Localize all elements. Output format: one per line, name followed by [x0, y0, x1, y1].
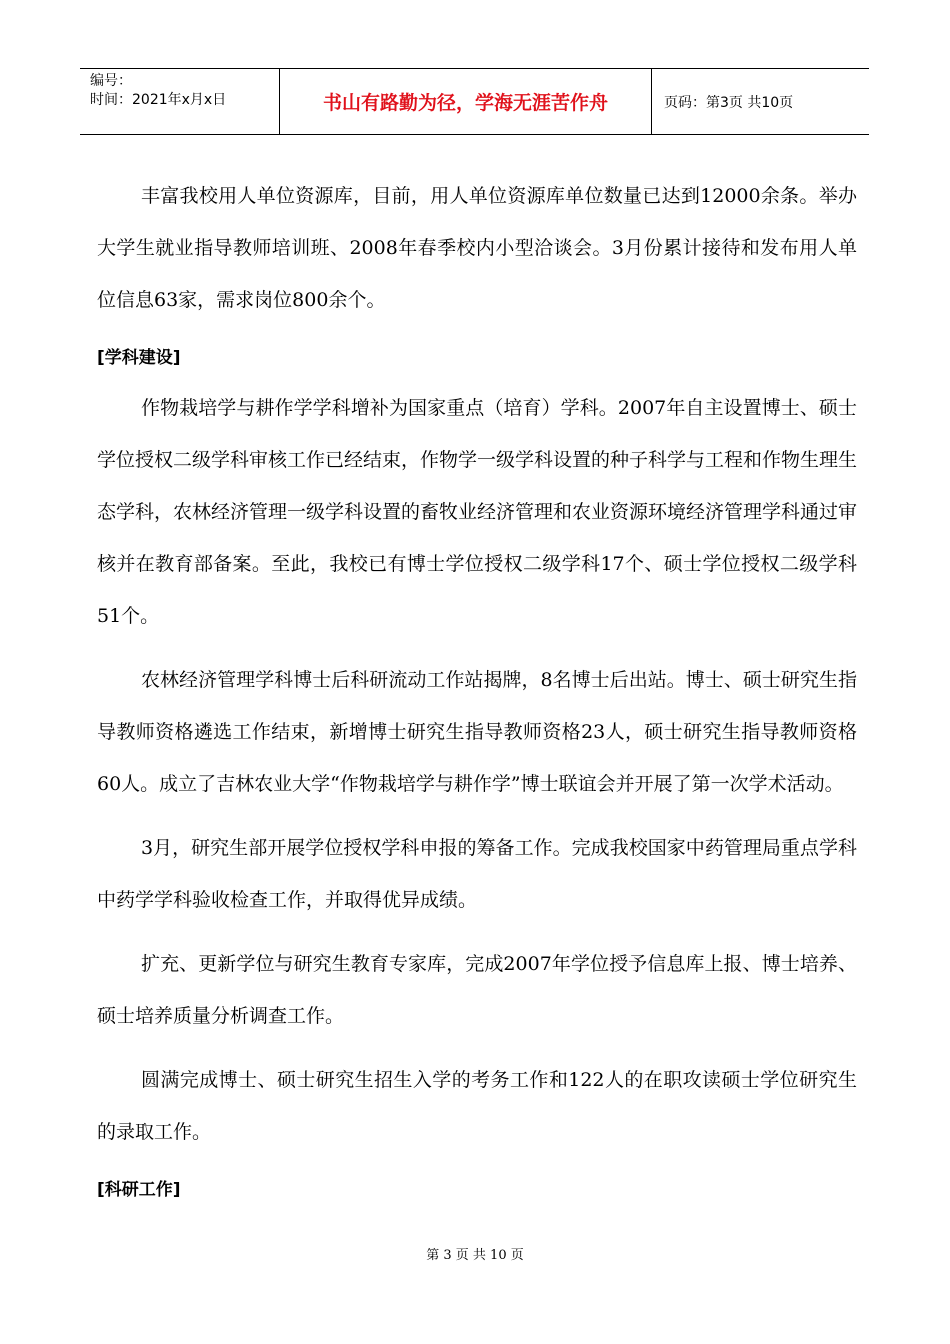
paragraph-employment: 丰富我校用人单位资源库，目前，用人单位资源库单位数量已达到12000余条。举办大学生就业指导教师培训班、2008年春季校内小型洽谈会。3月份累计接待和发布用人单位信息63家，需求岗位800余个。: [97, 185, 857, 311]
header-motto: 书山有路勤为径，学海无涯苦作舟: [280, 69, 652, 134]
section-heading-research: [科研工作]: [97, 1180, 181, 1200]
paragraph-postdoc: 农林经济管理学科博士后科研流动工作站揭牌，8名博士后出站。博士、硕士研究生指导教师资格遴选工作结束，新增博士研究生指导教师资格23人，硕士研究生指导教师资格60人。成立了吉林农业大学“作物栽培学与耕作学”博士联谊会并开展了第一次学术活动。: [97, 669, 857, 795]
page-header: [80, 68, 869, 135]
section-heading-discipline: [学科建设]: [97, 348, 181, 368]
header-meta-cell: [80, 69, 280, 134]
paragraph-admission: 圆满完成博士、硕士研究生招生入学的考务工作和122人的在职攻读硕士学位研究生的录取工作。: [97, 1069, 857, 1143]
document-body: [97, 170, 857, 1214]
document-date-label: 时间：2021年x月x日: [90, 92, 227, 108]
paragraph-discipline-key: 作物栽培学与耕作学学科增补为国家重点（培育）学科。2007年自主设置博士、硕士学位授权二级学科审核工作已经结束，作物学一级学科设置的种子科学与工程和作物生理生态学科，农林经济管理一级学科设置的畜牧业经济管理和农业资源环境经济管理学科通过审核并在教育部备案。至此，我校已有博士学位授权二级学科17个、硕士学位授权二级学科51个。: [97, 397, 858, 627]
paragraph-expert-database: 扩充、更新学位与研究生教育专家库，完成2007年学位授予信息库上报、博士培养、硕士培养质量分析调查工作。: [97, 953, 857, 1027]
paragraph-degree-application: 3月，研究生部开展学位授权学科申报的筹备工作。完成我校国家中药管理局重点学科中药学学科验收检查工作，并取得优异成绩。: [97, 837, 857, 911]
page-footer: 第 3 页 共 10 页: [426, 1248, 524, 1263]
header-page-info: 页码：第3页 共10页: [664, 94, 794, 111]
document-number-label: 编号：: [90, 73, 132, 89]
